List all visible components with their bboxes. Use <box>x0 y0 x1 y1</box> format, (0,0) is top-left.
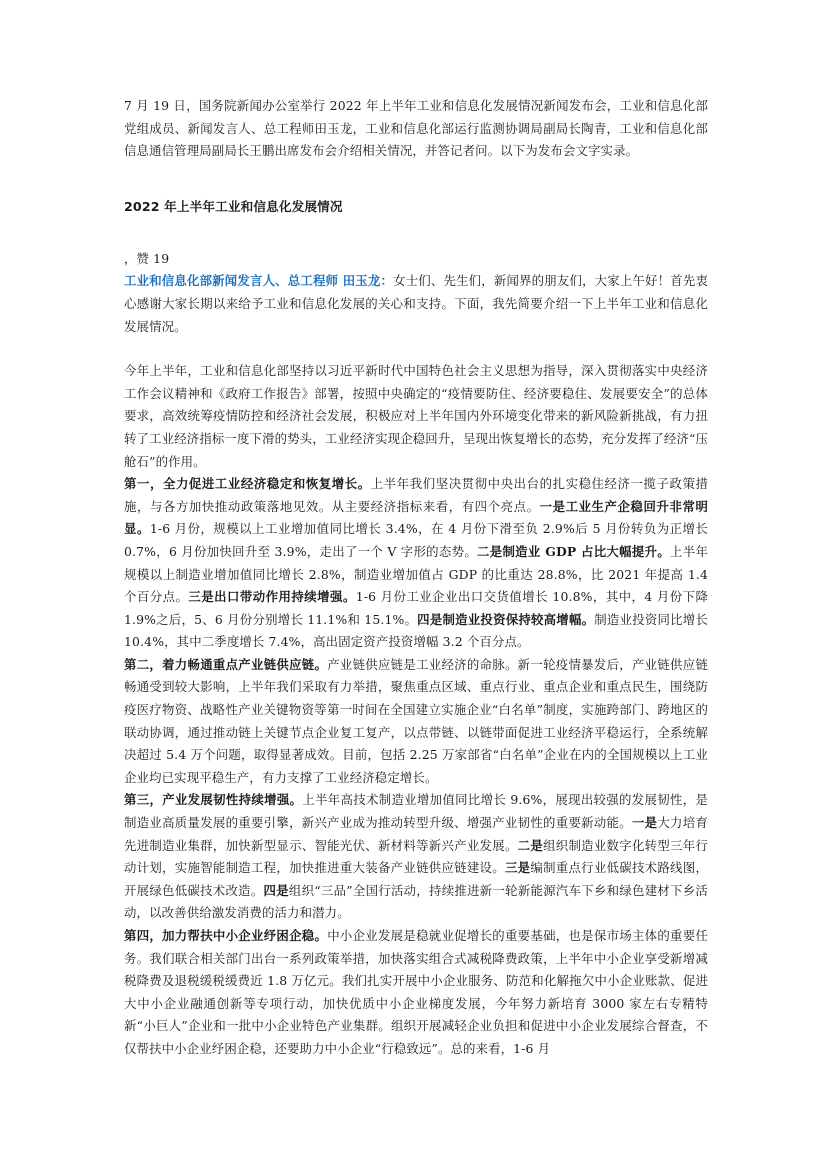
highlight-text: 四是制造业投资保持较高增幅。 <box>417 611 595 627</box>
section-3-title: 第三，产业发展韧性持续增强。 <box>124 792 303 808</box>
section-heading: 2022 年上半年工业和信息化发展情况 <box>124 198 343 214</box>
body-text: 产业链供应链是工业经济的命脉。新一轮疫情暴发后，产业链供应链畅通受到较大影响，上半年我们采取有力举措，聚焦重点区域、重点行业、重点企业和重点民生，围绕防疫医疗物资、战略性产业关键物资等第一时间在全国建立实施企业“白名单”制度，实施跨部门、跨地区的联动协调，通过推动链上关键节点企业复工复产，以点带链、以链带面促进工业经济平稳运行，全系统解决超过 5.4 万个问题，取得显著成效。目前，包括 2.25 万家部省“白名单”企业在内的全国规模以上工业企业均已实现平稳生产，有力支撑了工业经济稳定增长。 <box>124 656 708 785</box>
body-text: 1-6 月份工业企业出口交货值增长 10.8%，其中，4 月份下降 1.9%之后，5、6 月份分别增长 11.1%和 15.1%。 <box>124 589 709 627</box>
body-text: 编制重点行业低碳技术路线图，开展绿色低碳技术改造。 <box>124 860 708 898</box>
highlight-text: 一是工业生产企稳回升非常明显。 <box>124 498 708 537</box>
overview-paragraph: 今年上半年，工业和信息化部坚持以习近平新时代中国特色社会主义思想为指导，深入贯彻落实中央经济工作会议精神和《政府工作报告》部署，按照中央确定的“疫情要防住、经济要稳住、发展要安全”的总体要求，高效统筹疫情防控和经济社会发展，积极应对上半年国内外环境变化带来的新风险新挑战，有力扭转了工业经济指标一度下滑的势头，工业经济实现企稳回升，呈现出恢复增长的态势，充分发挥了经济“压舱石”的作用。 <box>124 363 708 469</box>
body-text: 中小企业发展是稳就业促增长的重要基础，也是保市场主体的重要任务。我们联合相关部门出台一系列政策举措，加快落实组合式减税降费政策，上半年中小企业享受新增减税降费及退税缓税缓费近 1.8 万亿元。我们扎实开展中小企业服务、防范和化解拖欠中小企业账款、促进大中小企业融通创新等专项行动，加快优质中小企业梯度发展，今年努力新培育 3000 家左右专精特新“小巨人”企业和一批中小企业特色产业集群。组织开展减轻企业负担和促进中小企业发展综合督查，不仅帮扶中小企业纾困企稳，还要助力中小企业“行稳致远”。总的来看，1-6 月 <box>124 928 708 1056</box>
section-1-title: 第一，全力促进工业经济稳定和恢复增长。 <box>124 476 371 492</box>
body-text: 1-6 月份，规模以上工业增加值同比增长 3.4%，在 4 月份下滑至负 2.9%后 5 月份转负为正增长 0.7%，6 月份加快回升至 3.9%，走出了一个 V 字形的态势。 <box>124 521 708 559</box>
section-1-paragraph <box>124 473 708 654</box>
body-text: 组织制造业数字化转型三年行动计划，实施智能制造工程，加快推进重大装备产业链供应链建设。 <box>124 837 708 876</box>
greeting-text: 女士们、先生们，新闻界的朋友们，大家上午好！首先衷心感谢大家长期以来给予工业和信息化发展的关心和支持。下面，我先简要介绍一下上半年工业和信息化发展情况。 <box>124 273 708 334</box>
speaker-paragraph <box>124 270 708 338</box>
highlight-text: 四是 <box>263 882 289 898</box>
body-text: 上半年我们坚决贯彻中央出台的扎实稳住经济一揽子政策措施，与各方加快推动政策落地见效。从主要经济指标来看，有四个亮点。 <box>124 476 708 514</box>
section-4-title: 第四，加力帮扶中小企业纾困企稳。 <box>124 928 328 943</box>
highlight-text: 二是 <box>517 837 544 853</box>
speaker-name: 工业和信息化部新闻发言人、总工程师 田玉龙： <box>124 273 394 289</box>
intro-paragraph: 7 月 19 日，国务院新闻办公室举行 2022 年上半年工业和信息化发展情况新闻发布会，工业和信息化部党组成员、新闻发言人、总工程师田玉龙，工业和信息化部运行监测协调局副局长陶青，工业和信息化部信息通信管理局副局长王鹏出席发布会介绍相关情况，并答记者问。以下为发布会文字实录。 <box>124 98 708 159</box>
body-text: 上半年高技术制造业增加值同比增长 9.6%，展现出较强的发展韧性，是制造业高质量发展的重要引擎，新兴产业成为推动转型升级、增强产业韧性的重要新动能。 <box>124 792 708 831</box>
document-page <box>124 95 708 1061</box>
like-count: ，赞 19 <box>124 250 170 266</box>
highlight-text: 一是 <box>631 815 658 831</box>
highlight-text: 三是 <box>504 860 531 876</box>
highlight-text: 二是制造业 GDP 占比大幅提升。 <box>477 543 671 559</box>
body-text: 制造业投资同比增长 10.4%，其中二季度增长 7.4%，高出固定资产投资增幅 3.2 个百分点。 <box>124 611 708 650</box>
section-3-paragraph <box>124 789 708 925</box>
body-text: 大力培育先进制造业集群，加快新型显示、智能光伏、新材料等新兴产业发展。 <box>124 815 708 853</box>
body-text: 上半年规模以上制造业增加值同比增长 2.8%，制造业增加值占 GDP 的比重达 28.8%，比 2021 年提高 1.4 个百分点。 <box>124 543 708 605</box>
section-4-paragraph <box>124 925 708 1061</box>
highlight-text: 三是出口带动作用持续增强。 <box>188 589 356 605</box>
section-2-paragraph <box>124 654 708 790</box>
body-text: 组织“三品”全国行活动，持续推进新一轮新能源汽车下乡和绿色建材下乡活动，以改善供给激发消费的活力和潜力。 <box>124 882 708 921</box>
section-2-title: 第二，着力畅通重点产业链供应链。 <box>124 656 328 672</box>
